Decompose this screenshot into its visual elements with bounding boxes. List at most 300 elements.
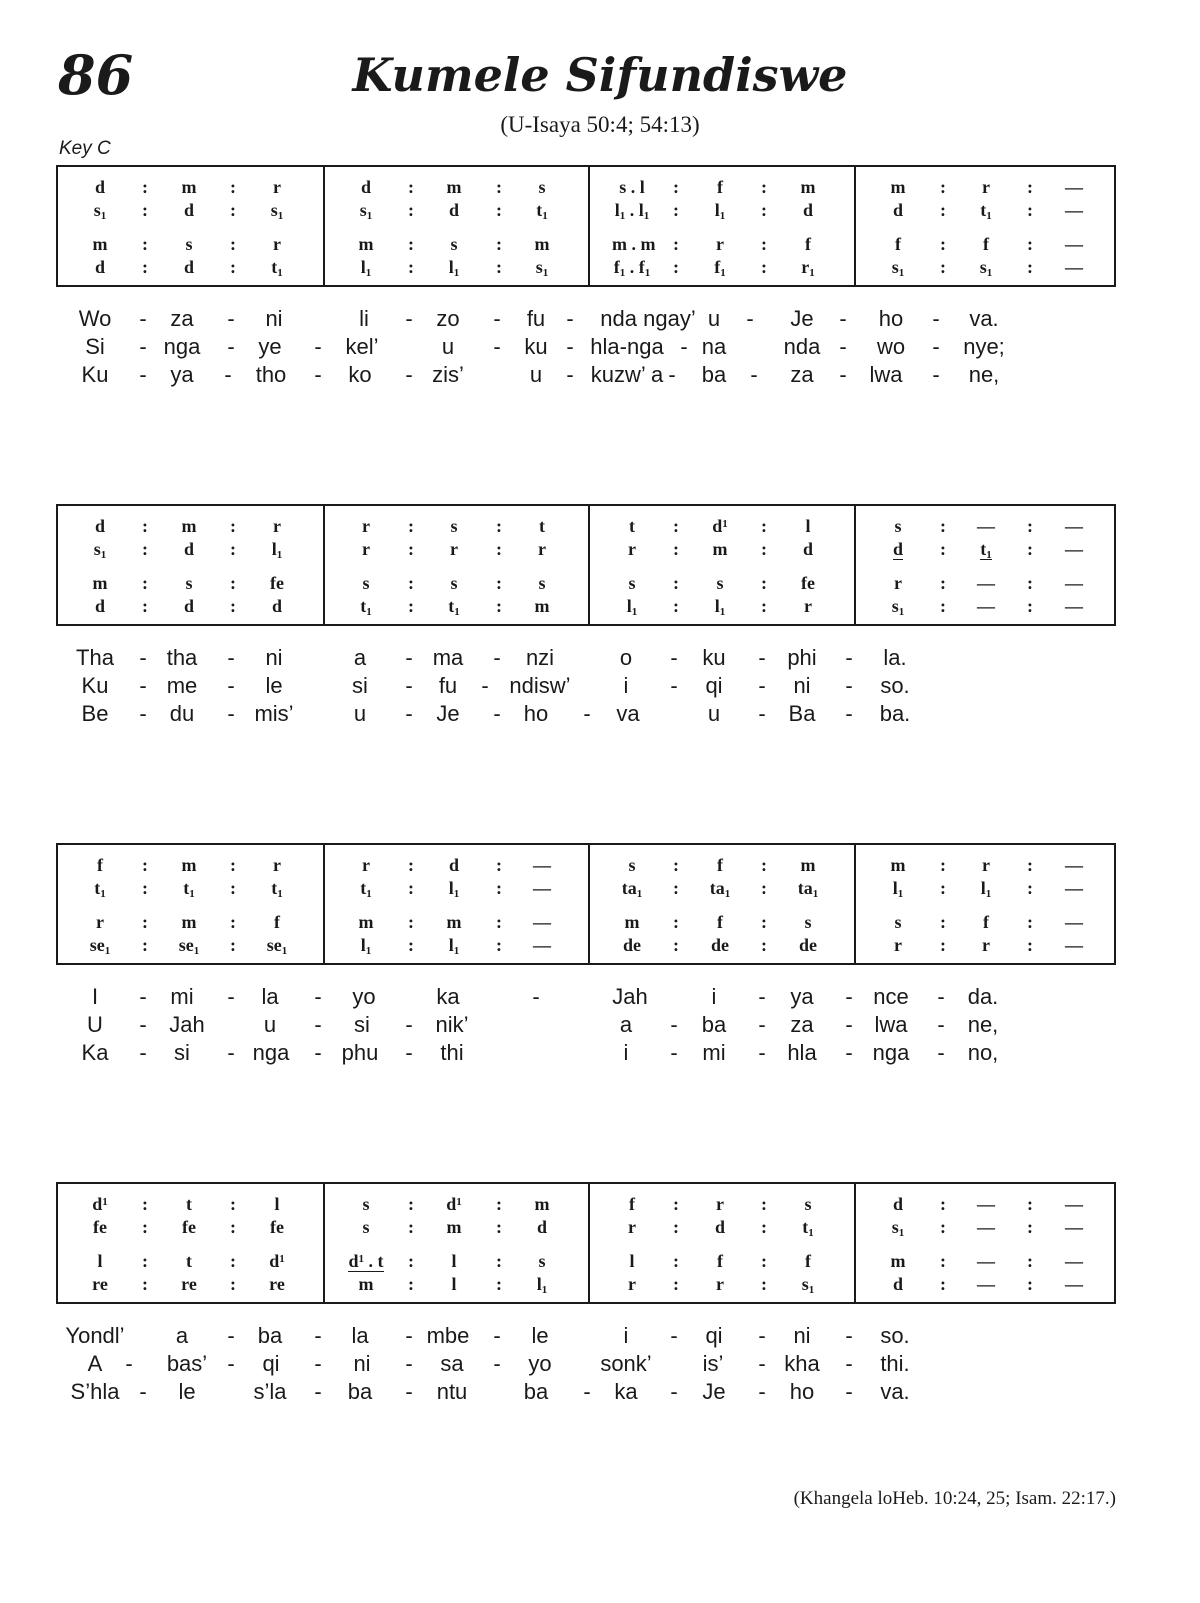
lyric-syllable: zo (436, 306, 460, 331)
lyric-syllable: Jah (612, 984, 648, 1009)
colon-separator: : (761, 257, 767, 277)
colon-separator: : (496, 1194, 502, 1214)
note-cell: t (629, 516, 635, 536)
bar-line (854, 506, 856, 624)
note-cell: — (533, 855, 551, 875)
staff-system-4 (56, 1182, 1116, 1304)
colon-separator: : (408, 573, 414, 593)
note-cell: — (1065, 1274, 1083, 1294)
note-cell: — (977, 573, 995, 593)
colon-separator: : (761, 935, 767, 955)
lyric-syllable: va. (880, 1379, 910, 1404)
lyric-hyphen: - (125, 1351, 133, 1376)
colon-separator: : (673, 200, 679, 220)
colon-separator: : (1027, 1274, 1033, 1294)
colon-separator: : (940, 516, 946, 536)
note-cell: $l_1$ (980, 878, 992, 900)
colon-separator: : (761, 596, 767, 616)
note-cell: $r_1$ (801, 257, 815, 279)
lyric-syllable: ni (793, 1323, 811, 1348)
note-cell: r (982, 935, 990, 955)
lyric-hyphen: - (932, 334, 940, 359)
note-cell: m (446, 912, 462, 932)
lyric-hyphen: - (566, 362, 574, 387)
note-cell: r (273, 855, 281, 875)
lyric-syllable: ne, (967, 1012, 999, 1037)
note-cell: — (977, 596, 995, 616)
colon-separator: : (496, 257, 502, 277)
colon-separator: : (940, 935, 946, 955)
note-cell: r (538, 539, 546, 559)
colon-separator: : (940, 177, 946, 197)
lyric-syllable: so. (880, 1323, 910, 1348)
lyric-syllable: le (265, 673, 283, 698)
lyric-hyphen: - (845, 1040, 853, 1065)
note-cell: fe (801, 573, 815, 593)
note-cell: s (538, 573, 546, 593)
colon-separator: : (673, 855, 679, 875)
colon-separator: : (142, 855, 148, 875)
lyric-hyphen: - (758, 1323, 766, 1348)
lyric-syllable: thi (440, 1040, 464, 1065)
colon-separator: : (1027, 935, 1033, 955)
note-cell: m (181, 516, 197, 536)
lyric-syllable: zis’ (432, 362, 464, 387)
note-cell: $l_1$ (714, 596, 726, 618)
lyric-hyphen: - (314, 1323, 322, 1348)
note-cell: — (977, 1251, 995, 1271)
note-cell: $s_1$ (891, 596, 905, 618)
note-cell: s . l (619, 177, 645, 197)
lyric-hyphen: - (532, 984, 540, 1009)
colon-separator: : (496, 234, 502, 254)
lyric-syllable: a (353, 645, 367, 670)
note-cell: $s_1$ (359, 200, 373, 222)
note-cell: s (716, 573, 724, 593)
colon-separator: : (230, 596, 236, 616)
note-cell: r (628, 539, 636, 559)
colon-separator: : (1027, 878, 1033, 898)
lyric-syllable: nda ngay’ (600, 306, 696, 331)
colon-separator: : (761, 573, 767, 593)
hymn-title: Kumele Sifundiswe (352, 48, 848, 102)
colon-separator: : (761, 1194, 767, 1214)
colon-separator: : (940, 596, 946, 616)
colon-separator: : (496, 596, 502, 616)
note-cell: r (894, 935, 902, 955)
lyric-syllable: ye (258, 334, 282, 359)
lyric-hyphen: - (493, 701, 501, 726)
colon-separator: : (496, 200, 502, 220)
staff-system-2 (56, 504, 1116, 626)
colon-separator: : (940, 539, 946, 559)
colon-separator: : (408, 200, 414, 220)
lyric-syllable: ni (265, 645, 283, 670)
colon-separator: : (496, 177, 502, 197)
colon-separator: : (1027, 1217, 1033, 1237)
lyric-hyphen: - (481, 673, 489, 698)
colon-separator: : (142, 1251, 148, 1271)
lyric-hyphen: - (566, 334, 574, 359)
lyric-hyphen: - (845, 984, 853, 1009)
lyric-syllable: Si (85, 334, 105, 359)
note-cell: f (717, 855, 723, 875)
note-cell: $f_1$ . $f_1$ (613, 257, 651, 279)
lyric-hyphen: - (227, 645, 235, 670)
lyric-syllable: si (352, 673, 368, 698)
note-cell: $l_1$ (536, 1274, 548, 1296)
lyric-syllable: ni (793, 673, 811, 698)
note-cell: d (448, 855, 459, 875)
lyric-hyphen: - (139, 645, 147, 670)
note-cell: m (358, 1274, 374, 1294)
colon-separator: : (940, 1217, 946, 1237)
note-cell: t (186, 1251, 192, 1271)
lyric-syllable: ni (353, 1351, 371, 1376)
note-cell: d (892, 1274, 903, 1294)
lyric-hyphen: - (405, 306, 413, 331)
note-cell: d (271, 596, 282, 616)
lyric-syllable: Tha (76, 645, 114, 670)
lyric-syllable: nga (872, 1040, 910, 1065)
note-cell: d (94, 516, 105, 536)
note-cell: $t_1$ (980, 539, 992, 561)
lyric-syllable: da. (967, 984, 999, 1009)
note-cell: — (1065, 935, 1083, 955)
note-cell: $l_1$ (892, 878, 904, 900)
lyric-syllable: Yondl’ (65, 1323, 125, 1348)
colon-separator: : (761, 855, 767, 875)
footer-reference: (Khangela loHeb. 10:24, 25; Isam. 22:17.) (793, 1488, 1116, 1509)
lyric-syllable: fu (526, 306, 546, 331)
note-cell: d (94, 257, 105, 277)
lyric-syllable: phu (341, 1040, 379, 1065)
lyric-syllable: sa (440, 1351, 464, 1376)
note-cell: re (181, 1274, 197, 1294)
lyric-hyphen: - (583, 701, 591, 726)
lyric-hyphen: - (314, 984, 322, 1009)
note-cell: — (1065, 855, 1083, 875)
colon-separator: : (142, 200, 148, 220)
lyric-syllable: ndisw’ (509, 673, 571, 698)
note-cell: — (1065, 177, 1083, 197)
lyric-syllable: u (529, 362, 543, 387)
lyric-syllable: la (351, 1323, 369, 1348)
note-cell: r (982, 855, 990, 875)
lyric-hyphen: - (493, 1351, 501, 1376)
colon-separator: : (408, 935, 414, 955)
colon-separator: : (142, 912, 148, 932)
lyric-hyphen: - (224, 362, 232, 387)
hymn-number: 86 (58, 43, 134, 107)
note-cell: $s_1$ (891, 1217, 905, 1239)
colon-separator: : (142, 1194, 148, 1214)
lyric-hyphen: - (405, 362, 413, 387)
lyric-syllable: le (178, 1379, 196, 1404)
note-cell: $l_1$ (626, 596, 638, 618)
lyric-syllable: ho (523, 701, 549, 726)
bar-line (854, 1184, 856, 1302)
note-cell: s (538, 177, 546, 197)
bar-line (323, 167, 325, 285)
note-cell: d (94, 596, 105, 616)
lyric-syllable: bas’ (166, 1351, 208, 1376)
lyric-hyphen: - (670, 1323, 678, 1348)
note-cell: $l_1$ (448, 878, 460, 900)
colon-separator: : (496, 855, 502, 875)
colon-separator: : (673, 1194, 679, 1214)
note-cell: de (623, 935, 641, 955)
lyric-syllable: i (711, 984, 717, 1009)
colon-separator: : (673, 912, 679, 932)
lyric-hyphen: - (845, 645, 853, 670)
bar-line (588, 506, 590, 624)
lyric-syllable: tho (255, 362, 287, 387)
lyric-hyphen: - (670, 1040, 678, 1065)
colon-separator: : (761, 234, 767, 254)
note-cell: d (802, 200, 813, 220)
note-cell: d (536, 1217, 547, 1237)
lyric-syllable: mi (702, 1040, 726, 1065)
lyric-hyphen: - (405, 1012, 413, 1037)
note-cell: $l_1$ . $l_1$ (614, 200, 650, 222)
lyric-hyphen: - (139, 984, 147, 1009)
note-cell: $ta_1$ (621, 878, 643, 900)
note-cell: s (362, 1217, 370, 1237)
note-cell: r (273, 516, 281, 536)
lyric-syllable: ku (702, 645, 726, 670)
note-cell: m (624, 912, 640, 932)
lyric-syllable: Ku (81, 362, 109, 387)
lyric-syllable: thi. (880, 1351, 910, 1376)
colon-separator: : (940, 234, 946, 254)
lyric-syllable: nzi (525, 645, 555, 670)
lyric-syllable: si (174, 1040, 190, 1065)
note-cell: $t_1$ (360, 596, 372, 618)
lyric-hyphen: - (493, 645, 501, 670)
lyric-hyphen: - (670, 645, 678, 670)
colon-separator: : (408, 855, 414, 875)
colon-separator: : (940, 855, 946, 875)
colon-separator: : (673, 935, 679, 955)
colon-separator: : (496, 935, 502, 955)
note-cell: $s_1$ (891, 257, 905, 279)
note-cell: r (982, 177, 990, 197)
lyric-syllable: nga (163, 334, 201, 359)
lyric-syllable: mis’ (254, 701, 294, 726)
note-cell: m (534, 1194, 550, 1214)
lyric-syllable: phi (787, 645, 817, 670)
note-cell: de (799, 935, 817, 955)
lyric-hyphen: - (405, 645, 413, 670)
note-cell: $l_1$ (448, 935, 460, 957)
lyric-syllable: Ba (788, 701, 816, 726)
colon-separator: : (1027, 912, 1033, 932)
lyric-hyphen: - (227, 1323, 235, 1348)
lyric-hyphen: - (845, 673, 853, 698)
lyric-hyphen: - (758, 1012, 766, 1037)
colon-separator: : (1027, 200, 1033, 220)
note-cell: r (716, 1274, 724, 1294)
lyric-syllable: ne, (968, 362, 1000, 387)
lyric-syllable: za (790, 362, 814, 387)
lyric-hyphen: - (845, 1351, 853, 1376)
lyric-syllable: lwa (874, 1012, 908, 1037)
lyric-syllable: si (354, 1012, 370, 1037)
note-cell: r (716, 234, 724, 254)
note-cell: — (533, 935, 551, 955)
colon-separator: : (496, 1274, 502, 1294)
lyric-syllable: o (619, 645, 633, 670)
note-cell: r (362, 516, 370, 536)
lyric-hyphen: - (932, 306, 940, 331)
colon-separator: : (496, 878, 502, 898)
lyric-syllable: ba (701, 362, 727, 387)
note-cell: — (977, 1274, 995, 1294)
lyric-hyphen: - (139, 334, 147, 359)
colon-separator: : (673, 596, 679, 616)
lyric-syllable: nik’ (435, 1012, 469, 1037)
lyric-hyphen: - (493, 334, 501, 359)
lyric-syllable: na (701, 334, 727, 359)
colon-separator: : (142, 257, 148, 277)
colon-separator: : (761, 177, 767, 197)
lyric-syllable: me (166, 673, 198, 698)
lyric-hyphen: - (758, 1351, 766, 1376)
lyric-hyphen: - (493, 1323, 501, 1348)
colon-separator: : (761, 516, 767, 536)
staff-system-3 (56, 843, 1116, 965)
lyric-hyphen: - (493, 306, 501, 331)
lyric-syllable: i (623, 1323, 629, 1348)
note-cell: s (450, 516, 458, 536)
lyric-syllable: va (616, 701, 640, 726)
colon-separator: : (230, 1194, 236, 1214)
note-cell: — (533, 878, 551, 898)
note-cell: s (185, 573, 193, 593)
note-cell: $se_1$ (89, 935, 111, 957)
lyric-hyphen: - (227, 701, 235, 726)
lyric-syllable: Ka (81, 1040, 109, 1065)
lyric-hyphen: - (139, 701, 147, 726)
colon-separator: : (496, 516, 502, 536)
lyric-syllable: kel’ (345, 334, 379, 359)
note-cell: $t_1$ (536, 200, 548, 222)
colon-separator: : (673, 234, 679, 254)
colon-separator: : (761, 200, 767, 220)
note-cell: $s_1$ (801, 1274, 815, 1296)
lyric-hyphen: - (227, 1040, 235, 1065)
lyric-hyphen: - (937, 1040, 945, 1065)
lyric-hyphen: - (405, 1379, 413, 1404)
note-cell: t (539, 516, 545, 536)
lyric-syllable: a (619, 1012, 633, 1037)
note-cell: d (183, 257, 194, 277)
lyric-hyphen: - (758, 1379, 766, 1404)
lyric-hyphen: - (937, 1012, 945, 1037)
note-cell: $l_1$ (360, 257, 372, 279)
lyric-hyphen: - (670, 673, 678, 698)
colon-separator: : (408, 539, 414, 559)
note-cell: d (892, 1194, 903, 1214)
lyric-hyphen: - (314, 1040, 322, 1065)
note-cell: — (1065, 1251, 1083, 1271)
lyric-syllable: no, (967, 1040, 999, 1065)
colon-separator: : (940, 257, 946, 277)
colon-separator: : (496, 573, 502, 593)
lyric-hyphen: - (758, 645, 766, 670)
note-cell: — (1065, 596, 1083, 616)
colon-separator: : (673, 1251, 679, 1271)
colon-separator: : (496, 1251, 502, 1271)
note-cell: d (183, 596, 194, 616)
bar-line (323, 506, 325, 624)
lyric-syllable: qi (262, 1351, 280, 1376)
lyric-hyphen: - (670, 1379, 678, 1404)
note-cell: d (183, 539, 194, 559)
lyric-syllable: ba (347, 1379, 373, 1404)
note-cell: $l_1$ (448, 257, 460, 279)
colon-separator: : (1027, 1194, 1033, 1214)
lyric-hyphen: - (314, 1012, 322, 1037)
lyric-syllable: ko (348, 362, 372, 387)
lyric-hyphen: - (227, 1351, 235, 1376)
bar-line (854, 845, 856, 963)
note-cell: m (890, 855, 906, 875)
note-cell: — (977, 1194, 995, 1214)
note-cell: f (983, 234, 989, 254)
colon-separator: : (1027, 573, 1033, 593)
lyric-syllable: Je (702, 1379, 726, 1404)
lyric-syllable: Ku (81, 673, 109, 698)
key-signature: Key C (59, 138, 111, 159)
note-cell: l (451, 1251, 457, 1271)
note-cell: r (628, 1274, 636, 1294)
colon-separator: : (673, 516, 679, 536)
note-cell: f (97, 855, 103, 875)
bar-line (588, 167, 590, 285)
note-cell: m (712, 539, 728, 559)
lyric-hyphen: - (405, 1323, 413, 1348)
note-cell: m (181, 912, 197, 932)
lyric-syllable: U (87, 1012, 103, 1037)
note-cell: — (1065, 257, 1083, 277)
note-cell: f (629, 1194, 635, 1214)
note-cell: d (892, 200, 903, 220)
colon-separator: : (1027, 596, 1033, 616)
lyric-hyphen: - (758, 673, 766, 698)
colon-separator: : (940, 912, 946, 932)
lyric-syllable: ya (790, 984, 814, 1009)
note-cell: r (716, 1194, 724, 1214)
note-cell: m (890, 1251, 906, 1271)
bar-line (588, 845, 590, 963)
lyric-hyphen: - (839, 334, 847, 359)
colon-separator: : (940, 1251, 946, 1271)
note-cell: $s_1$ (93, 539, 107, 561)
lyric-syllable: la. (883, 645, 907, 670)
colon-separator: : (230, 935, 236, 955)
lyric-hyphen: - (227, 306, 235, 331)
lyric-syllable: qi (705, 673, 723, 698)
note-cell: s (628, 855, 636, 875)
note-cell: f (983, 912, 989, 932)
lyric-hyphen: - (566, 306, 574, 331)
note-cell: $t_1$ (271, 257, 283, 279)
lyric-syllable: ma (432, 645, 464, 670)
colon-separator: : (673, 257, 679, 277)
lyric-syllable: u (353, 701, 367, 726)
